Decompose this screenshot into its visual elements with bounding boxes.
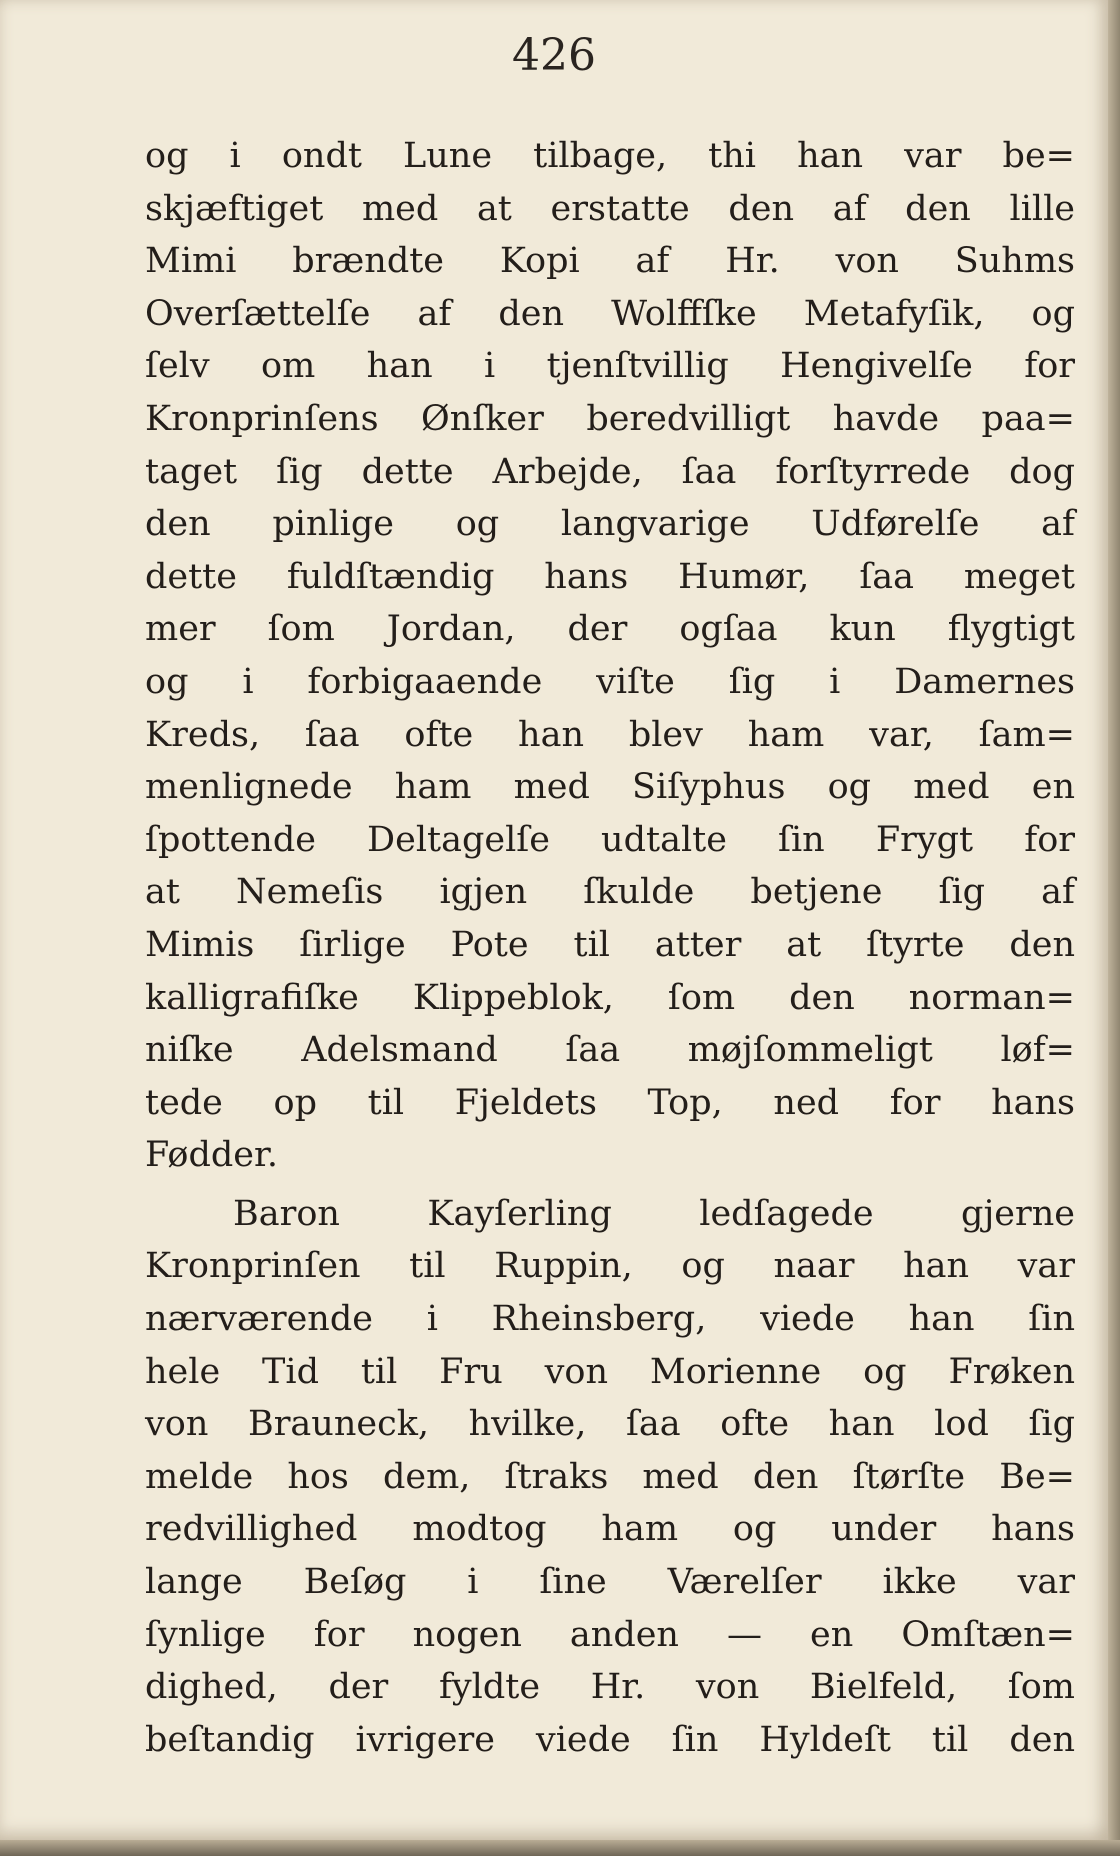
text-line: Kronprinſen til Ruppin, og naar han var	[145, 1246, 1075, 1287]
paragraph	[145, 130, 1075, 1182]
text-line: den pinlige og langvarige Udførelſe af	[145, 504, 1075, 545]
text-line: Kronprinſens Ønſker beredvilligt havde paa=	[145, 398, 1075, 439]
text-line: og i ondt Lune tilbage, thi han var be=	[145, 136, 1075, 176]
text-line: og i forbigaaende viſte ſig i Damernes	[145, 661, 1075, 702]
text-line: Fødder.	[145, 1135, 278, 1176]
text-line: lange Beſøg i ſine Værelſer ikke var	[145, 1562, 1075, 1603]
text-line: taget ſig dette Arbejde, ſaa forſtyrrede dog	[145, 451, 1075, 492]
page-number: 426	[512, 30, 596, 81]
text-line: menlignede ham med Siſyphus og med en	[145, 767, 1075, 808]
page-edge-right	[1108, 0, 1120, 1856]
text-line: nærværende i Rheinsberg, viede han ſin	[145, 1299, 1075, 1340]
body-text	[145, 130, 1075, 1766]
text-line: Overſættelſe af den Wolffſke Metafyſik, og	[145, 293, 1075, 334]
page-edge-bottom	[0, 1840, 1120, 1856]
text-line: Kreds, ſaa ofte han blev ham var, ſam=	[145, 714, 1075, 755]
text-line: mer ſom Jordan, der ogſaa kun flygtigt	[145, 609, 1075, 650]
text-line: kalligrafiſke Klippeblok, ſom den norman=	[145, 977, 1075, 1018]
text-line: dighed, der fyldte Hr. von Bielfeld, ſom	[145, 1667, 1075, 1708]
text-line: redvillighed modtog ham og under hans	[145, 1509, 1075, 1550]
text-line: tede op til Fjeldets Top, ned for hans	[145, 1082, 1075, 1123]
text-line: Mimis ſirlige Pote til atter at ſtyrte den	[145, 924, 1075, 965]
text-line: ſpottende Deltagelſe udtalte ſin Frygt for	[145, 819, 1075, 860]
text-line: hele Tid til Fru von Morienne og Frøken	[145, 1351, 1075, 1392]
text-line: at Nemeſis igjen ſkulde betjene ſig af	[145, 872, 1075, 913]
text-line: Baron Kayſerling ledſagede gjerne	[233, 1193, 1075, 1234]
text-line: von Brauneck, hvilke, ſaa ofte han lod ſig	[145, 1404, 1075, 1445]
text-line: ſelv om han i tjenſtvillig Hengivelſe for	[145, 346, 1075, 387]
text-line: ſynlige for nogen anden — en Omſtæn=	[145, 1614, 1075, 1655]
text-line: beſtandig ivrigere viede ſin Hyldeſt til den	[145, 1719, 1075, 1760]
text-line: Mimi brændte Kopi af Hr. von Suhms	[145, 241, 1075, 282]
text-line: skjæftiget med at erstatte den af den lille	[145, 188, 1075, 229]
text-line: melde hos dem, ſtraks med den ſtørſte Be=	[145, 1456, 1075, 1497]
text-line: niſke Adelsmand ſaa møjſommeligt løf=	[145, 1030, 1075, 1071]
text-line: dette fuldſtændig hans Humør, ſaa meget	[145, 556, 1075, 597]
paragraph	[145, 1188, 1075, 1767]
